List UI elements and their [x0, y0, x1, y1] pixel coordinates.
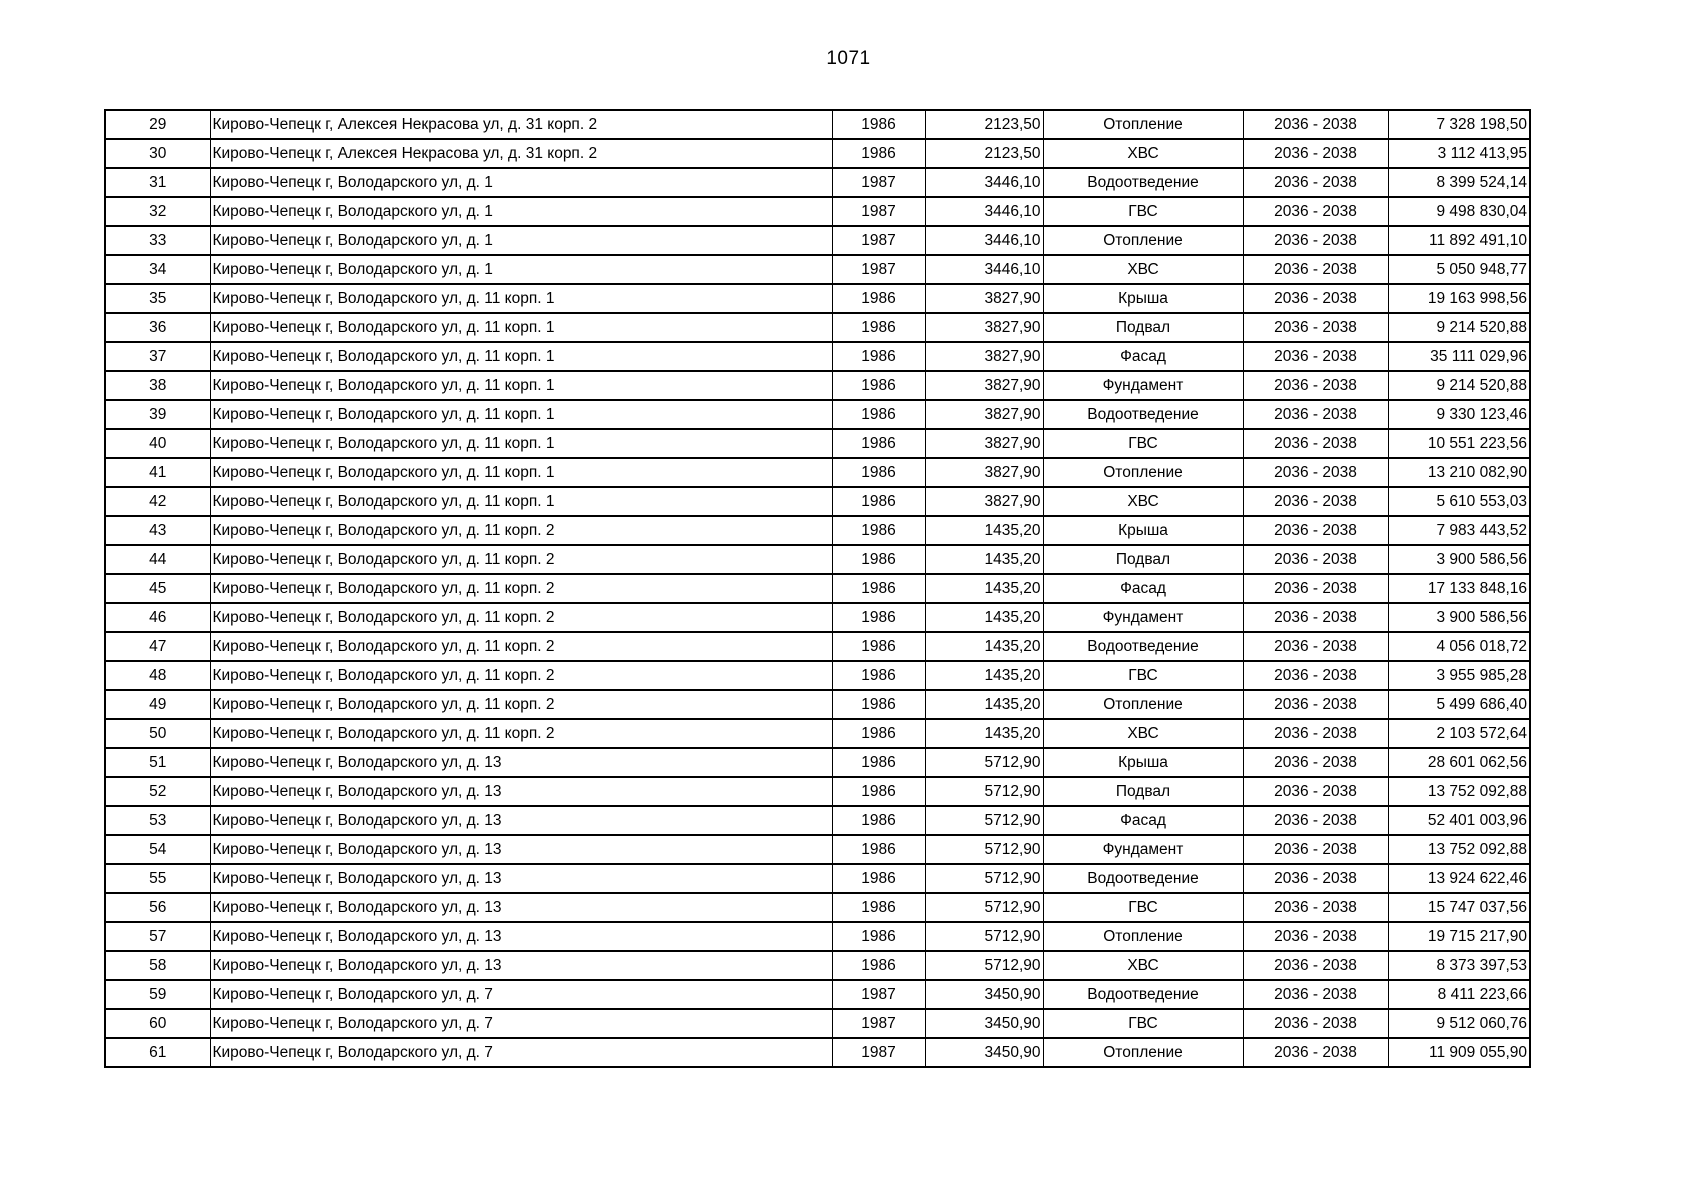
row-number-cell: 43	[105, 516, 210, 545]
build-year-cell: 1987	[832, 226, 925, 255]
area-cell: 1435,20	[925, 574, 1043, 603]
work-type-cell: Подвал	[1043, 313, 1243, 342]
table-row	[105, 139, 1530, 168]
cost-cell: 15 747 037,56	[1388, 893, 1530, 922]
area-cell: 2123,50	[925, 139, 1043, 168]
work-type-cell: Крыша	[1043, 748, 1243, 777]
address-cell: Кирово-Чепецк г, Алексея Некрасова ул, д. 31 корп. 2	[210, 110, 832, 139]
cost-cell: 13 924 622,46	[1388, 864, 1530, 893]
period-cell: 2036 - 2038	[1243, 197, 1388, 226]
address-cell: Кирово-Чепецк г, Володарского ул, д. 13	[210, 806, 832, 835]
build-year-cell: 1986	[832, 574, 925, 603]
work-type-cell: ХВС	[1043, 487, 1243, 516]
row-number-cell: 29	[105, 110, 210, 139]
cost-cell: 2 103 572,64	[1388, 719, 1530, 748]
period-cell: 2036 - 2038	[1243, 835, 1388, 864]
address-cell: Кирово-Чепецк г, Володарского ул, д. 11 корп. 2	[210, 545, 832, 574]
row-number-cell: 54	[105, 835, 210, 864]
row-number-cell: 55	[105, 864, 210, 893]
work-type-cell: Водоотведение	[1043, 864, 1243, 893]
work-type-cell: ХВС	[1043, 139, 1243, 168]
cost-cell: 7 983 443,52	[1388, 516, 1530, 545]
build-year-cell: 1987	[832, 980, 925, 1009]
work-type-cell: ХВС	[1043, 255, 1243, 284]
address-cell: Кирово-Чепецк г, Володарского ул, д. 13	[210, 777, 832, 806]
address-cell: Кирово-Чепецк г, Володарского ул, д. 11 корп. 1	[210, 313, 832, 342]
table-row	[105, 458, 1530, 487]
area-cell: 1435,20	[925, 603, 1043, 632]
area-cell: 3827,90	[925, 371, 1043, 400]
period-cell: 2036 - 2038	[1243, 545, 1388, 574]
area-cell: 3446,10	[925, 226, 1043, 255]
table-row	[105, 603, 1530, 632]
table-row	[105, 951, 1530, 980]
build-year-cell: 1986	[832, 777, 925, 806]
page-number: 1071	[826, 48, 871, 69]
period-cell: 2036 - 2038	[1243, 574, 1388, 603]
address-cell: Кирово-Чепецк г, Володарского ул, д. 11 корп. 1	[210, 342, 832, 371]
work-type-cell: Водоотведение	[1043, 168, 1243, 197]
work-type-cell: Подвал	[1043, 777, 1243, 806]
row-number-cell: 41	[105, 458, 210, 487]
work-type-cell: ГВС	[1043, 197, 1243, 226]
address-cell: Кирово-Чепецк г, Володарского ул, д. 1	[210, 168, 832, 197]
work-type-cell: Водоотведение	[1043, 400, 1243, 429]
work-type-cell: Фасад	[1043, 574, 1243, 603]
cost-cell: 8 411 223,66	[1388, 980, 1530, 1009]
build-year-cell: 1986	[832, 748, 925, 777]
table-row	[105, 1009, 1530, 1038]
build-year-cell: 1986	[832, 864, 925, 893]
cost-cell: 3 955 985,28	[1388, 661, 1530, 690]
cost-cell: 9 330 123,46	[1388, 400, 1530, 429]
cost-cell: 5 499 686,40	[1388, 690, 1530, 719]
period-cell: 2036 - 2038	[1243, 255, 1388, 284]
row-number-cell: 37	[105, 342, 210, 371]
row-number-cell: 31	[105, 168, 210, 197]
area-cell: 5712,90	[925, 806, 1043, 835]
build-year-cell: 1986	[832, 951, 925, 980]
period-cell: 2036 - 2038	[1243, 168, 1388, 197]
area-cell: 3446,10	[925, 197, 1043, 226]
build-year-cell: 1986	[832, 806, 925, 835]
table-row	[105, 1038, 1530, 1067]
address-cell: Кирово-Чепецк г, Володарского ул, д. 11 корп. 2	[210, 516, 832, 545]
period-cell: 2036 - 2038	[1243, 139, 1388, 168]
build-year-cell: 1986	[832, 632, 925, 661]
area-cell: 3827,90	[925, 458, 1043, 487]
row-number-cell: 53	[105, 806, 210, 835]
period-cell: 2036 - 2038	[1243, 1009, 1388, 1038]
table-row	[105, 342, 1530, 371]
period-cell: 2036 - 2038	[1243, 110, 1388, 139]
row-number-cell: 40	[105, 429, 210, 458]
cost-cell: 11 909 055,90	[1388, 1038, 1530, 1067]
area-cell: 5712,90	[925, 864, 1043, 893]
build-year-cell: 1986	[832, 516, 925, 545]
table-row	[105, 487, 1530, 516]
work-type-cell: Отопление	[1043, 458, 1243, 487]
build-year-cell: 1986	[832, 400, 925, 429]
build-year-cell: 1986	[832, 284, 925, 313]
row-number-cell: 39	[105, 400, 210, 429]
area-cell: 1435,20	[925, 545, 1043, 574]
address-cell: Кирово-Чепецк г, Володарского ул, д. 7	[210, 1009, 832, 1038]
area-cell: 3446,10	[925, 255, 1043, 284]
build-year-cell: 1986	[832, 429, 925, 458]
period-cell: 2036 - 2038	[1243, 951, 1388, 980]
address-cell: Кирово-Чепецк г, Володарского ул, д. 11 корп. 2	[210, 661, 832, 690]
cost-cell: 9 214 520,88	[1388, 313, 1530, 342]
work-type-cell: ГВС	[1043, 429, 1243, 458]
address-cell: Кирово-Чепецк г, Володарского ул, д. 1	[210, 226, 832, 255]
build-year-cell: 1986	[832, 835, 925, 864]
table-row	[105, 400, 1530, 429]
row-number-cell: 49	[105, 690, 210, 719]
address-cell: Кирово-Чепецк г, Володарского ул, д. 13	[210, 922, 832, 951]
area-cell: 3827,90	[925, 487, 1043, 516]
area-cell: 5712,90	[925, 748, 1043, 777]
cost-cell: 4 056 018,72	[1388, 632, 1530, 661]
area-cell: 3827,90	[925, 313, 1043, 342]
work-type-cell: Водоотведение	[1043, 980, 1243, 1009]
table-row	[105, 777, 1530, 806]
build-year-cell: 1986	[832, 719, 925, 748]
table-row	[105, 545, 1530, 574]
work-type-cell: Крыша	[1043, 284, 1243, 313]
area-cell: 2123,50	[925, 110, 1043, 139]
period-cell: 2036 - 2038	[1243, 400, 1388, 429]
cost-cell: 28 601 062,56	[1388, 748, 1530, 777]
area-cell: 3450,90	[925, 1009, 1043, 1038]
period-cell: 2036 - 2038	[1243, 777, 1388, 806]
address-cell: Кирово-Чепецк г, Володарского ул, д. 13	[210, 835, 832, 864]
row-number-cell: 61	[105, 1038, 210, 1067]
work-type-cell: Подвал	[1043, 545, 1243, 574]
work-type-cell: Отопление	[1043, 922, 1243, 951]
table-row	[105, 226, 1530, 255]
row-number-cell: 44	[105, 545, 210, 574]
table-row	[105, 922, 1530, 951]
cost-cell: 9 498 830,04	[1388, 197, 1530, 226]
table-row	[105, 690, 1530, 719]
table-row	[105, 748, 1530, 777]
period-cell: 2036 - 2038	[1243, 313, 1388, 342]
address-cell: Кирово-Чепецк г, Володарского ул, д. 11 корп. 1	[210, 458, 832, 487]
address-cell: Кирово-Чепецк г, Володарского ул, д. 13	[210, 951, 832, 980]
table-row	[105, 864, 1530, 893]
table-body	[105, 110, 1530, 1067]
table-row	[105, 835, 1530, 864]
period-cell: 2036 - 2038	[1243, 719, 1388, 748]
area-cell: 3450,90	[925, 980, 1043, 1009]
area-cell: 1435,20	[925, 719, 1043, 748]
row-number-cell: 36	[105, 313, 210, 342]
address-cell: Кирово-Чепецк г, Володарского ул, д. 11 корп. 1	[210, 400, 832, 429]
table-row	[105, 632, 1530, 661]
work-type-cell: Отопление	[1043, 226, 1243, 255]
table-row	[105, 893, 1530, 922]
address-cell: Кирово-Чепецк г, Володарского ул, д. 11 корп. 2	[210, 632, 832, 661]
cost-cell: 17 133 848,16	[1388, 574, 1530, 603]
table-row	[105, 806, 1530, 835]
build-year-cell: 1986	[832, 487, 925, 516]
work-type-cell: ХВС	[1043, 951, 1243, 980]
repair-schedule-table	[104, 109, 1531, 1068]
work-type-cell: Отопление	[1043, 690, 1243, 719]
period-cell: 2036 - 2038	[1243, 806, 1388, 835]
table-row	[105, 516, 1530, 545]
address-cell: Кирово-Чепецк г, Володарского ул, д. 11 корп. 2	[210, 719, 832, 748]
work-type-cell: Крыша	[1043, 516, 1243, 545]
work-type-cell: Фасад	[1043, 342, 1243, 371]
cost-cell: 19 715 217,90	[1388, 922, 1530, 951]
period-cell: 2036 - 2038	[1243, 922, 1388, 951]
build-year-cell: 1986	[832, 603, 925, 632]
row-number-cell: 59	[105, 980, 210, 1009]
row-number-cell: 56	[105, 893, 210, 922]
row-number-cell: 51	[105, 748, 210, 777]
work-type-cell: Отопление	[1043, 1038, 1243, 1067]
table-row	[105, 980, 1530, 1009]
table-row	[105, 110, 1530, 139]
table-row	[105, 284, 1530, 313]
cost-cell: 3 900 586,56	[1388, 603, 1530, 632]
address-cell: Кирово-Чепецк г, Володарского ул, д. 11 корп. 1	[210, 429, 832, 458]
row-number-cell: 45	[105, 574, 210, 603]
area-cell: 3827,90	[925, 400, 1043, 429]
work-type-cell: Фундамент	[1043, 371, 1243, 400]
build-year-cell: 1986	[832, 110, 925, 139]
period-cell: 2036 - 2038	[1243, 603, 1388, 632]
build-year-cell: 1987	[832, 168, 925, 197]
row-number-cell: 60	[105, 1009, 210, 1038]
row-number-cell: 34	[105, 255, 210, 284]
table-row	[105, 255, 1530, 284]
build-year-cell: 1986	[832, 139, 925, 168]
build-year-cell: 1987	[832, 1009, 925, 1038]
row-number-cell: 38	[105, 371, 210, 400]
cost-cell: 13 752 092,88	[1388, 835, 1530, 864]
area-cell: 5712,90	[925, 951, 1043, 980]
period-cell: 2036 - 2038	[1243, 661, 1388, 690]
address-cell: Кирово-Чепецк г, Володарского ул, д. 13	[210, 748, 832, 777]
table-row	[105, 313, 1530, 342]
table-row	[105, 719, 1530, 748]
address-cell: Кирово-Чепецк г, Володарского ул, д. 11 корп. 1	[210, 284, 832, 313]
cost-cell: 11 892 491,10	[1388, 226, 1530, 255]
cost-cell: 9 214 520,88	[1388, 371, 1530, 400]
build-year-cell: 1986	[832, 371, 925, 400]
cost-cell: 5 610 553,03	[1388, 487, 1530, 516]
table-row	[105, 429, 1530, 458]
build-year-cell: 1986	[832, 545, 925, 574]
address-cell: Кирово-Чепецк г, Володарского ул, д. 13	[210, 864, 832, 893]
address-cell: Кирово-Чепецк г, Володарского ул, д. 11 корп. 2	[210, 574, 832, 603]
build-year-cell: 1986	[832, 313, 925, 342]
period-cell: 2036 - 2038	[1243, 690, 1388, 719]
period-cell: 2036 - 2038	[1243, 226, 1388, 255]
area-cell: 5712,90	[925, 893, 1043, 922]
table-row	[105, 574, 1530, 603]
period-cell: 2036 - 2038	[1243, 893, 1388, 922]
period-cell: 2036 - 2038	[1243, 748, 1388, 777]
area-cell: 3827,90	[925, 429, 1043, 458]
cost-cell: 9 512 060,76	[1388, 1009, 1530, 1038]
row-number-cell: 42	[105, 487, 210, 516]
area-cell: 3450,90	[925, 1038, 1043, 1067]
cost-cell: 8 373 397,53	[1388, 951, 1530, 980]
period-cell: 2036 - 2038	[1243, 632, 1388, 661]
build-year-cell: 1987	[832, 197, 925, 226]
work-type-cell: Отопление	[1043, 110, 1243, 139]
period-cell: 2036 - 2038	[1243, 1038, 1388, 1067]
area-cell: 1435,20	[925, 516, 1043, 545]
period-cell: 2036 - 2038	[1243, 429, 1388, 458]
address-cell: Кирово-Чепецк г, Алексея Некрасова ул, д. 31 корп. 2	[210, 139, 832, 168]
build-year-cell: 1987	[832, 1038, 925, 1067]
table-row	[105, 197, 1530, 226]
cost-cell: 13 752 092,88	[1388, 777, 1530, 806]
row-number-cell: 46	[105, 603, 210, 632]
area-cell: 3446,10	[925, 168, 1043, 197]
work-type-cell: Фасад	[1043, 806, 1243, 835]
area-cell: 5712,90	[925, 777, 1043, 806]
work-type-cell: Фундамент	[1043, 603, 1243, 632]
cost-cell: 5 050 948,77	[1388, 255, 1530, 284]
area-cell: 5712,90	[925, 835, 1043, 864]
build-year-cell: 1986	[832, 922, 925, 951]
area-cell: 3827,90	[925, 284, 1043, 313]
address-cell: Кирово-Чепецк г, Володарского ул, д. 1	[210, 197, 832, 226]
table-row	[105, 168, 1530, 197]
cost-cell: 3 900 586,56	[1388, 545, 1530, 574]
area-cell: 5712,90	[925, 922, 1043, 951]
row-number-cell: 52	[105, 777, 210, 806]
area-cell: 1435,20	[925, 661, 1043, 690]
row-number-cell: 35	[105, 284, 210, 313]
work-type-cell: ГВС	[1043, 1009, 1243, 1038]
cost-cell: 3 112 413,95	[1388, 139, 1530, 168]
work-type-cell: ГВС	[1043, 661, 1243, 690]
work-type-cell: ХВС	[1043, 719, 1243, 748]
row-number-cell: 30	[105, 139, 210, 168]
area-cell: 3827,90	[925, 342, 1043, 371]
address-cell: Кирово-Чепецк г, Володарского ул, д. 11 корп. 2	[210, 603, 832, 632]
table-row	[105, 371, 1530, 400]
period-cell: 2036 - 2038	[1243, 458, 1388, 487]
cost-cell: 13 210 082,90	[1388, 458, 1530, 487]
period-cell: 2036 - 2038	[1243, 284, 1388, 313]
build-year-cell: 1986	[832, 342, 925, 371]
period-cell: 2036 - 2038	[1243, 487, 1388, 516]
address-cell: Кирово-Чепецк г, Володарского ул, д. 7	[210, 980, 832, 1009]
row-number-cell: 50	[105, 719, 210, 748]
address-cell: Кирово-Чепецк г, Володарского ул, д. 7	[210, 1038, 832, 1067]
address-cell: Кирово-Чепецк г, Володарского ул, д. 11 корп. 1	[210, 487, 832, 516]
cost-cell: 8 399 524,14	[1388, 168, 1530, 197]
period-cell: 2036 - 2038	[1243, 864, 1388, 893]
build-year-cell: 1987	[832, 255, 925, 284]
address-cell: Кирово-Чепецк г, Володарского ул, д. 11 корп. 1	[210, 371, 832, 400]
row-number-cell: 47	[105, 632, 210, 661]
build-year-cell: 1986	[832, 893, 925, 922]
cost-cell: 10 551 223,56	[1388, 429, 1530, 458]
work-type-cell: ГВС	[1043, 893, 1243, 922]
period-cell: 2036 - 2038	[1243, 980, 1388, 1009]
cost-cell: 35 111 029,96	[1388, 342, 1530, 371]
build-year-cell: 1986	[832, 661, 925, 690]
area-cell: 1435,20	[925, 690, 1043, 719]
build-year-cell: 1986	[832, 458, 925, 487]
period-cell: 2036 - 2038	[1243, 342, 1388, 371]
period-cell: 2036 - 2038	[1243, 371, 1388, 400]
row-number-cell: 32	[105, 197, 210, 226]
period-cell: 2036 - 2038	[1243, 516, 1388, 545]
table-row	[105, 661, 1530, 690]
address-cell: Кирово-Чепецк г, Володарского ул, д. 13	[210, 893, 832, 922]
area-cell: 1435,20	[925, 632, 1043, 661]
address-cell: Кирово-Чепецк г, Володарского ул, д. 11 корп. 2	[210, 690, 832, 719]
cost-cell: 19 163 998,56	[1388, 284, 1530, 313]
build-year-cell: 1986	[832, 690, 925, 719]
cost-cell: 7 328 198,50	[1388, 110, 1530, 139]
work-type-cell: Водоотведение	[1043, 632, 1243, 661]
row-number-cell: 33	[105, 226, 210, 255]
row-number-cell: 48	[105, 661, 210, 690]
row-number-cell: 57	[105, 922, 210, 951]
work-type-cell: Фундамент	[1043, 835, 1243, 864]
address-cell: Кирово-Чепецк г, Володарского ул, д. 1	[210, 255, 832, 284]
cost-cell: 52 401 003,96	[1388, 806, 1530, 835]
row-number-cell: 58	[105, 951, 210, 980]
